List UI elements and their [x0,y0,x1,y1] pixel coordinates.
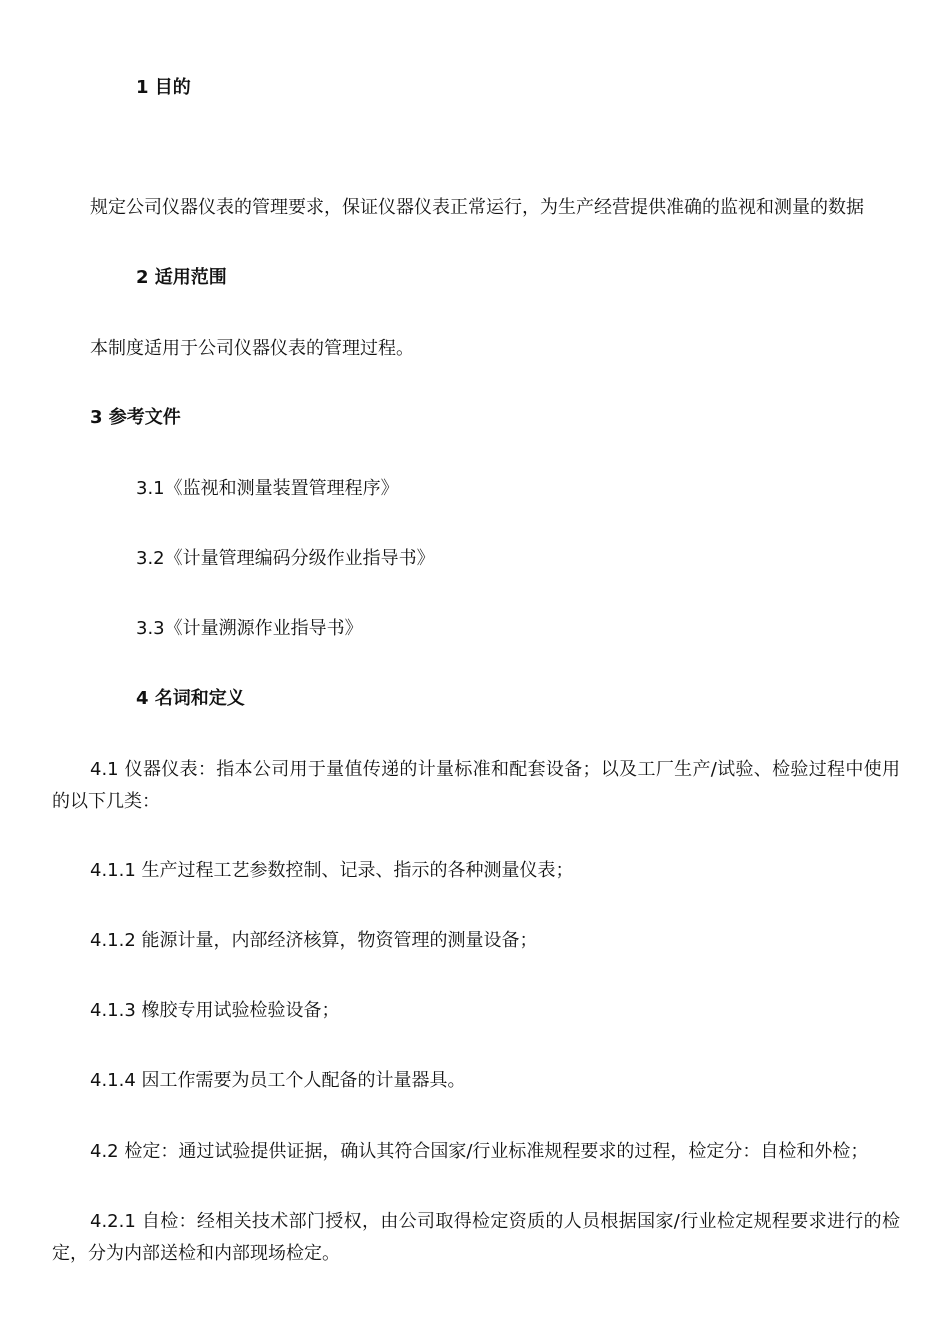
definition-item: 4.1.3 橡胶专用试验检验设备； [90,1000,340,1021]
reference-item: 3.2《计量管理编码分级作业指导书》 [136,548,435,569]
definition-4-1: 4.1 仪器仪表：指本公司用于量值传递的计量标准和配套设备；以及工厂生产/试验、检验过程中使用的以下几类： [52,759,900,812]
definition-item: 4.1.1 生产过程工艺参数控制、记录、指示的各种测量仪表； [90,860,574,881]
definition-item: 4.1.4 因工作需要为员工个人配备的计量器具。 [90,1070,466,1091]
section-1-heading: 1 目的 [136,77,191,98]
definition-item: 4.1.2 能源计量，内部经济核算，物资管理的测量设备； [90,930,538,951]
section-1-body: 规定公司仪器仪表的管理要求，保证仪器仪表正常运行，为生产经营提供准确的监视和测量的数据 [90,197,864,218]
section-3-heading: 3 参考文件 [90,407,181,428]
definition-4-2-1: 4.2.1 自检：经相关技术部门授权，由公司取得检定资质的人员根据国家/行业检定规程要求进行的检定，分为内部送检和内部现场检定。 [52,1211,900,1264]
section-4-heading: 4 名词和定义 [136,688,245,709]
section-2-heading: 2 适用范围 [136,267,227,288]
reference-item: 3.3《计量溯源作业指导书》 [136,618,363,639]
section-2-body: 本制度适用于公司仪器仪表的管理过程。 [90,338,414,359]
reference-item: 3.1《监视和测量装置管理程序》 [136,478,399,499]
definition-4-2: 4.2 检定：通过试验提供证据，确认其符合国家/行业标准规程要求的过程，检定分：自检和外检； [90,1141,869,1162]
